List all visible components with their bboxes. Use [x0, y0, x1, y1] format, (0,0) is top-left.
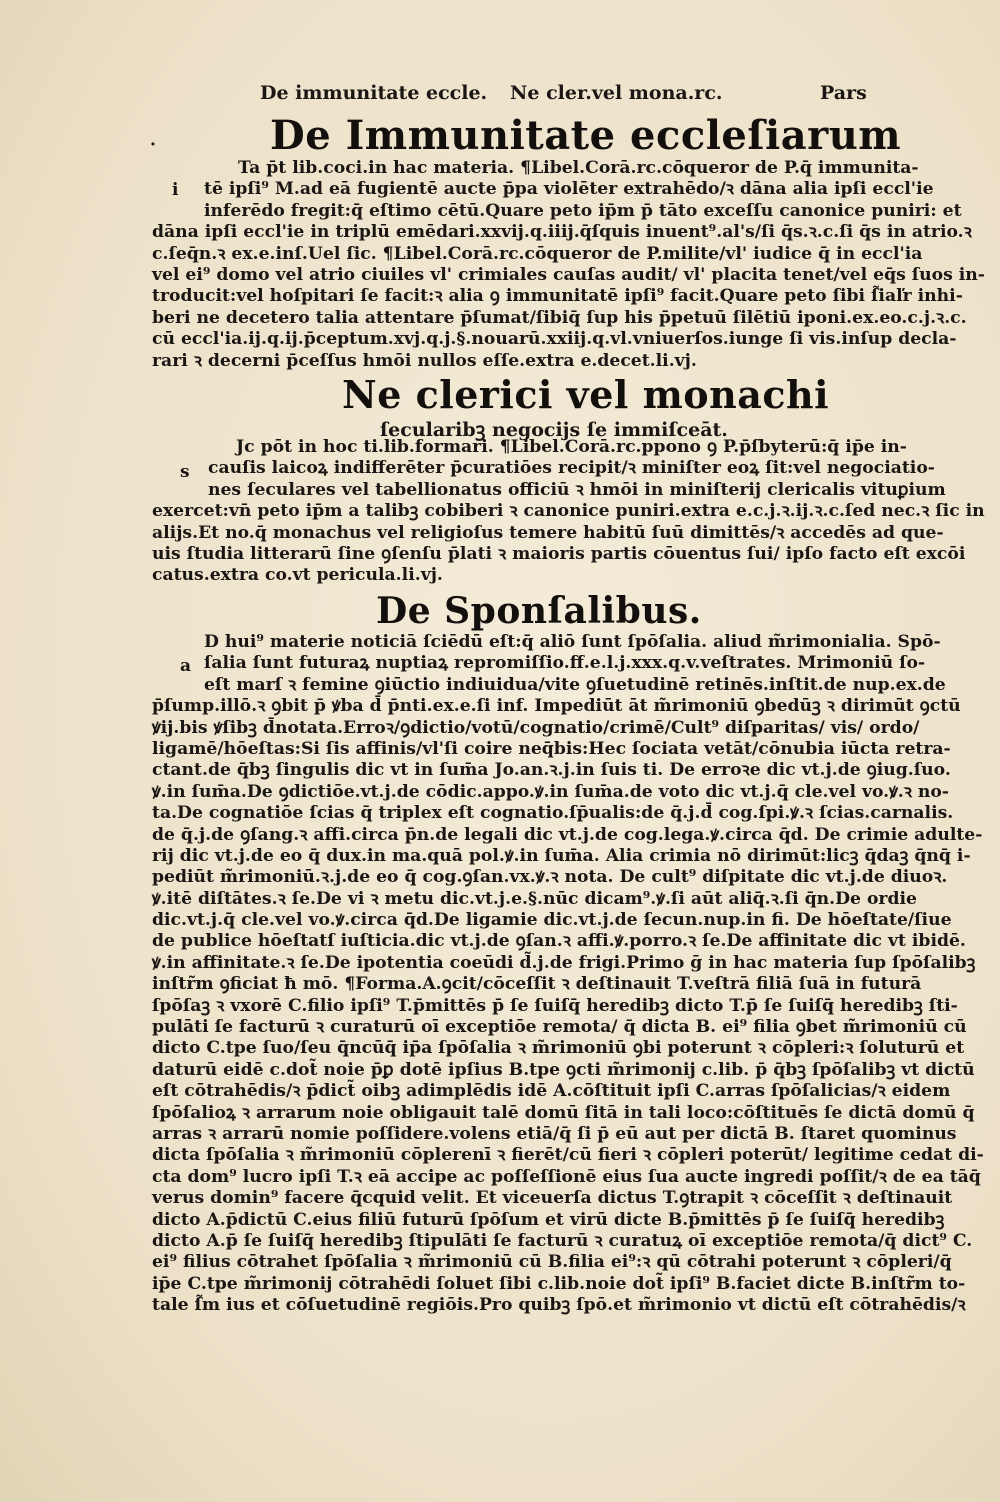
text-line: catus.extra co.vt pericula.li.vj.	[152, 565, 443, 586]
text-line: alijs.Et no.q̄ monachus vel religioſus temere habitū ſuū dimittēs/ꝛ accedēs ad que-	[152, 522, 944, 543]
text-line: dicto A.p̄dictū C.eius filiū futurū ſpōſum et virū dicte B.p̄mittēs p̄ ſe ſuiſq̄ heredibꝫ	[152, 1209, 945, 1230]
text-line: ſpōſalioꝝ ꝛ arrarum noie obligauit talē domū ſitā in tali loco:cōſtituēs ſe dictā domū q̄	[152, 1102, 975, 1123]
text-line: cauſis laicoꝝ indifferēter p̄curatiōes recipit/ꝛ miniſter eoꝝ ſit:vel negociatio-	[208, 458, 935, 479]
text-line: ſpōſaꝫ ꝛ vxorē C.filio ipſi⁹ T.p̄mittēs p̄ ſe ſuiſq̄ heredibꝫ dicto T.p̄ ſe ſuiſq̄ heredibꝫ ſti-	[152, 995, 958, 1016]
text-line: cū eccl'ia.ij.q.ij.p̄ceptum.xvj.q.j.§.nouarū.xxiij.q.vl.vniuerſos.iunge ſi vis.inſup decla-	[152, 329, 957, 350]
text-line: eſt cōtrahēdis/ꝛ p̄dict̃ oibꝫ adimplēdis idē A.cōſtituit ipſi C.arras ſpōſalicias/ꝛ eidem	[152, 1081, 951, 1102]
section-title-ne-clerici: Ne clerici vel monachi	[342, 372, 830, 417]
margin-mark: ·	[150, 135, 156, 155]
running-head-right: Pars	[820, 82, 867, 104]
text-line: cta dom⁹ lucro ipſi T.ꝛ eā accipe ac poſſeſſionē eius ſua aucte ingredi poſſit/ꝛ de ea tāq̄	[152, 1166, 981, 1187]
running-head	[260, 82, 880, 110]
section-subtitle-ne-clerici: ſecularibꝫ negocijs ſe immiſceāt.	[380, 419, 728, 441]
text-line: tale ſ̃m ius et cōſuetudinē regiōis.Pro quibꝫ ſpō.et m̃rimonio vt dictū eſt cōtrahēdis/ꝛ	[152, 1295, 966, 1316]
text-line: ctant.de q̄bꝫ ſingulis dic vt in ſum̄a Jo.an.ꝛ.j.in ſuis ti. De erroꝛe dic vt.j.de ꝯiug.ſuo.	[152, 760, 951, 781]
text-line: verus domin⁹ facere q̄cquid velit. Et viceuerſa dictus T.ꝯtrapit ꝛ cōceſſit ꝛ deſtinauit	[152, 1188, 953, 1209]
text-line: Ta p̄t lib.coci.in hac materia. ¶Libel.Corā.rc.cōqueror de P.q̄ immunita-	[238, 158, 919, 178]
running-head-center: Ne cler.vel mona.rc.	[510, 82, 723, 104]
text-line: dic.vt.j.q̄ cle.vel vo.ꝟ.circa q̄d.De ligamie dic.vt.j.de ſecun.nup.in fi. De hōeſtate/ſiue	[152, 910, 952, 931]
text-line: ligamē/hōeſtas:Si ſis affinis/vl'ſi coire neq̄bis:Hec ſociata vetāt/cōnubia iūcta retra-	[152, 738, 951, 759]
section-body-sponsalibus	[152, 632, 984, 1317]
text-line: tē ipſi⁹ M.ad eā fugientē aucte p̄pa violēter extrahēdo/ꝛ dāna alia ipſi eccl'ie	[204, 179, 934, 200]
text-line: arras ꝛ arrarū nomie poſſidere.volens etiā/q̄ ſi p̄ eū aut per dictā B. ſtaret quominus	[152, 1123, 957, 1144]
text-line: ta.De cognatiōe ſcias q̄ triplex eſt cognatio.ſp̄ualis:de q̄.j.d̄ cog.ſpi.ꝟ.ꝛ ſcias.carnalis.	[152, 803, 954, 824]
section-title-immunitate: De Immunitate eccleſiarum	[270, 112, 902, 159]
text-line: de publice hōeſtatſ iuſticia.dic vt.j.de ꝯſan.ꝛ affi.ꝟ.porro.ꝛ ſe.De affinitate dic vt ibidē.	[152, 931, 966, 952]
section-title-sponsalibus: De Sponſalibus.	[376, 590, 702, 632]
text-line: c.ſeq̄n.ꝛ ex.e.inſ.Uel ſic. ¶Libel.Corā.rc.cōqueror de P.milite/vl' iudice q̄ in eccl'ia	[152, 243, 923, 264]
text-line: rij dic vt.j.de eo q̄ dux.in ma.quā pol.ꝟ.in ſum̄a. Alia crimia nō dirimūt:licꝫ q̄daꝫ q̄nq̄ i-	[152, 845, 971, 866]
text-line: nes ſeculares vel tabellionatus officiū ꝛ hmōi in miniſterij clericalis vituꝑium	[208, 479, 946, 500]
text-line: uis ſtudia litterarū ſine ꝯſenſu p̄lati ꝛ maioris partis cōuentus ſui/ ipſo facto eſt excōi	[152, 543, 966, 564]
text-line: ꝟij.bis ꝟſibꝫ d̄notata.Erroꝛ/ꝯdictio/votū/cognatio/crimē/Cult⁹ diſparitas/ vis/ ordo/	[152, 717, 920, 738]
text-line: pediūt m̃rimoniū.ꝛ.j.de eo q̄ cog.ꝯſan.vx.ꝟ.ꝛ nota. De cult⁹ diſpitate dic vt.j.de diuoꝛ.	[152, 867, 948, 888]
text-line: daturū eidē c.dot̃ noie p̄ꝑ dotē ipſius B.tpe ꝯcti m̃rimonij c.lib. p̄ q̄bꝫ ſpōſalibꝫ vt dictū	[152, 1059, 975, 1080]
text-line: dicto C.tpe ſuo/ſeu q̄ncūq̄ ip̄a ſpōſalia ꝛ m̃rimoniū ꝯbi poterunt ꝛ cōpleri:ꝛ ſoluturū et	[152, 1038, 965, 1059]
text-line: exercet:vn̄ peto ip̄m a talibꝫ cobiberi ꝛ canonice puniri.extra e.c.j.ꝛ.ij.ꝛ.c.ſed nec.ꝛ ſic in	[152, 501, 985, 522]
section-body-ne-clerici	[152, 437, 985, 587]
text-line: eſt marſ ꝛ femine ꝯiūctio indiuidua/vite ꝯſuetudinē retinēs.inſtit.de nup.ex.de	[204, 674, 946, 695]
text-line: dāna ipſi eccl'ie in triplū emēdari.xxvij.q.iiij.q̄ſquis inuent⁹.al's/ſi q̄s.ꝛ.c.ſi q̄s in atrio.ꝛ	[152, 222, 972, 243]
text-line: ꝟ.in ſum̄a.De ꝯdictiōe.vt.j.de cōdic.appo.ꝟ.in ſum̄a.de voto dic vt.j.q̄ cle.vel vo.ꝟ.ꝛ no-	[152, 781, 949, 802]
text-line: troducit:vel hoſpitari ſe facit:ꝛ alia ꝯ immunitatē ipſi⁹ facit.Quare peto ſibi ſ̃iaľr inhi-	[152, 286, 963, 307]
text-line: p̄ſump.illō.ꝛ ꝯbit p̄ ꝟba d̄ p̄nti.ex.e.ſi inf. Impediūt āt m̃rimoniū ꝯbedūꝫ ꝛ dirimūt ꝯctū	[152, 696, 961, 717]
text-line: ꝟ.itē diſtātes.ꝛ ſe.De vi ꝛ metu dic.vt.j.e.§.nūc dicam⁹.ꝟ.ſi aūt aliq̄.ꝛ.ſi q̄n.De ordie	[152, 888, 917, 909]
text-line: ip̄e C.tpe m̃rimonij cōtrahēdi ſoluet ſibi c.lib.noie dot̃ ipſi⁹ B.faciet dicte B.inſtr̃m to-	[152, 1273, 966, 1294]
text-line: de q̄.j.de ꝯſang.ꝛ affi.circa p̄n.de legali dic vt.j.de cog.lega.ꝟ.circa q̄d. De crimie adulte-	[152, 824, 983, 845]
margin-mark: a	[180, 656, 192, 676]
text-line: rari ꝛ decerni p̄ceſſus hmōi nullos eſſe.extra e.decet.li.vj.	[152, 350, 697, 371]
text-line: vel ei⁹ domo vel atrio ciuiles vl' crimiales cauſas audit/ vl' placita tenet/vel eq̄s ſuos in-	[152, 264, 985, 285]
text-line: dicta ſpōſalia ꝛ m̃rimoniū cōplerenī ꝛ fierēt/cū fieri ꝛ cōpleri poterūt/ legitime cedat di-	[152, 1145, 984, 1166]
section-body-immunitate	[152, 158, 985, 372]
margin-mark: s	[180, 462, 190, 482]
text-line: ꝟ.in affinitate.ꝛ ſe.De ipotentia coeūdi d̃.j.de frigi.Primo ḡ in hac materia ſup ſpōſalibꝫ	[152, 952, 976, 973]
text-line: pulāti ſe facturū ꝛ curaturū oī exceptiōe remota/ q̄ dicta B. ei⁹ filia ꝯbet m̃rimoniū cū	[152, 1017, 967, 1038]
text-line: beri ne decetero talia attentare p̄ſumat/ſibiq̄ ſup his p̄petuū ſilētiū iponi.ex.eo.c.j.ꝛ.c.	[152, 307, 967, 328]
text-line: inſtr̃m ꝯficiat ħ mō. ¶Forma.A.ꝯcit/cōceſſit ꝛ deſtinauit T.veſtrā filiā ſuā in futurā	[152, 974, 922, 995]
text-line: dicto A.p̄ ſe ſuiſq̄ heredibꝫ ſtipulāti ſe facturū ꝛ curatuꝝ oī exceptiōe remota/q̄ dict⁹ C.	[152, 1230, 973, 1251]
text-line: inferēdo fregit:q̄ eſtimo cētū.Quare peto ip̄m p̄ tāto exceſſu canonice puniri: et	[204, 200, 962, 221]
margin-mark: i	[172, 180, 179, 200]
text-line: ſalia ſunt futuraꝝ nuptiaꝝ repromiſſio.ff.e.l.j.xxx.q.v.veſtrates. Mrimoniū ſo-	[204, 653, 926, 674]
text-line: D hui⁹ materie noticiā ſciēdū eſt:q̄ aliō ſunt ſpōſalia. aliud m̃rimonialia. Spō-	[204, 632, 941, 652]
text-line: Jc pōt in hoc ti.lib.formari. ¶Libel.Corā.rc.ppono ꝯ P.p̄ſbyterū:q̄ ip̄e in-	[236, 437, 907, 457]
text-line: ei⁹ filius cōtrahet ſpōſalia ꝛ m̃rimoniū cū B.filia ei⁹:ꝛ qū cōtrahi poterunt ꝛ cōpleri/q̄	[152, 1252, 952, 1273]
running-head-left: De immunitate eccle.	[260, 82, 488, 104]
